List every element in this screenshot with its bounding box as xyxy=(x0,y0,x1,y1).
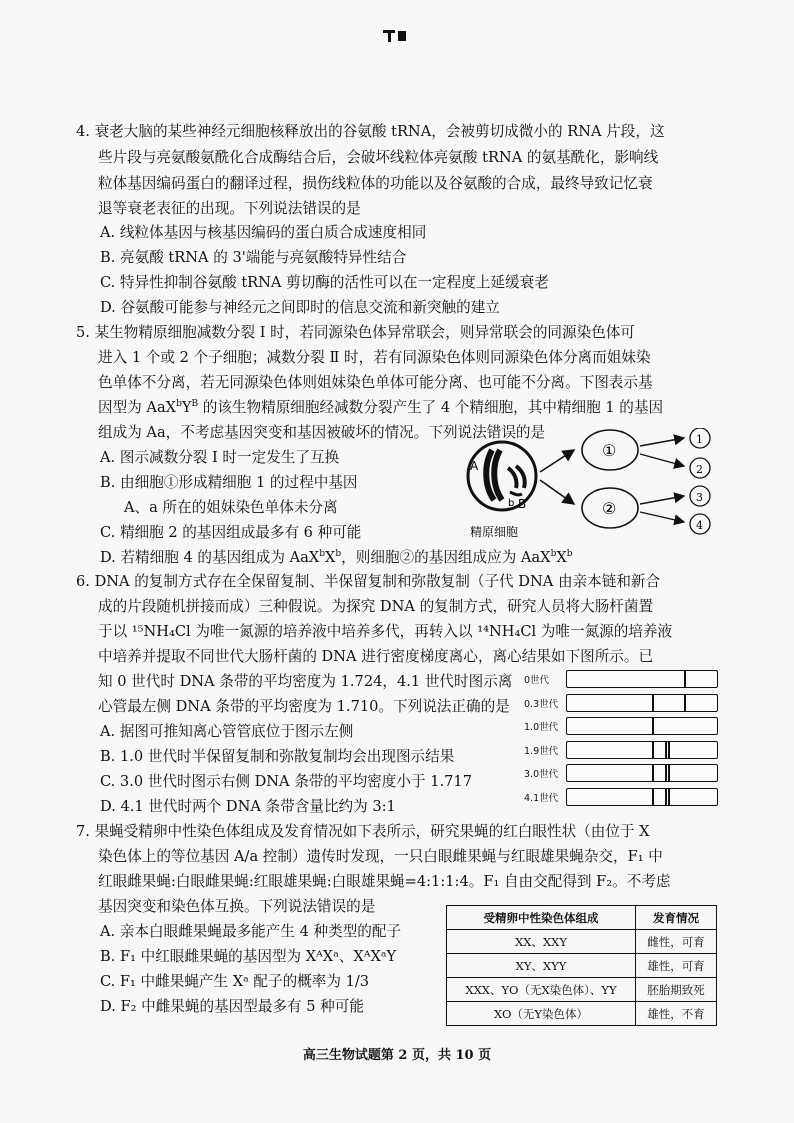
q7-line-3: 红眼雌果蝇:白眼雌果蝇:红眼雄果蝇:白眼雄果蝇=4:1:1:4。F₁ 自由交配得到 F₂。不考虑 xyxy=(98,873,671,890)
q4-option-b: B. 亮氨酸 tRNA 的 3'端能与亮氨酸特异性结合 xyxy=(100,249,407,266)
q7-option-d: D. F₂ 中雌果蝇的基因型最多有 5 种可能 xyxy=(100,998,364,1015)
cell-1-label: ① xyxy=(602,441,617,460)
page-footer: 高三生物试题第 2 页，共 10 页 xyxy=(302,1048,492,1063)
top-mark xyxy=(383,30,407,42)
table-cell: XY、XYY xyxy=(447,954,636,978)
sperm-4-label: 4 xyxy=(696,519,703,532)
generation-label: 3.0世代 xyxy=(524,769,559,780)
q7-option-a: A. 亲本白眼雌果蝇最多能产生 4 种类型的配子 xyxy=(100,923,402,940)
generation-label: 1.0世代 xyxy=(524,722,559,733)
q4-line-3: 粒体基因编码蛋白的翻译过程，损伤线粒体的功能以及谷氨酸的合成，最终导致记忆衰 xyxy=(98,175,653,192)
table-header-row xyxy=(447,906,717,930)
q6-option-d: D. 4.1 世代时两个 DNA 条带含量比约为 3:1 xyxy=(100,798,396,815)
gene-label-b-upper: B xyxy=(518,497,527,511)
dna-band xyxy=(652,742,654,758)
generation-label: 4.1世代 xyxy=(524,792,559,804)
dna-band xyxy=(652,765,654,781)
q7-line-1: 7. 果蝇受精卵中性染色体组成及发育情况如下表所示，研究果蝇的红白眼性状（由位于 X xyxy=(76,823,650,840)
cell-2-label: ② xyxy=(602,499,617,518)
q5-option-b-cont: A、a 所在的姐妹染色单体未分离 xyxy=(124,499,338,516)
table-header: 发育情况 xyxy=(636,906,717,930)
table-row xyxy=(447,954,717,978)
gradient-row xyxy=(524,764,719,782)
q5-option-c: C. 精细胞 2 的基因组成最多有 6 种可能 xyxy=(100,524,362,541)
gradient-row xyxy=(524,741,719,759)
q4-line-2: 些片段与亮氨酸氨酰化合成酶结合后，会破坏线粒体亮氨酸 tRNA 的氨基酰化，影响线 xyxy=(98,149,659,166)
sex-chromosome-table xyxy=(446,905,717,1026)
gradient-row xyxy=(524,788,719,806)
dna-band xyxy=(668,789,670,805)
generation-label: 0世代 xyxy=(524,675,550,686)
sperm-1-label: 1 xyxy=(696,433,703,446)
q4-option-a: A. 线粒体基因与核基因编码的蛋白质合成速度相同 xyxy=(100,224,427,241)
gradient-row xyxy=(524,717,719,735)
gradient-row xyxy=(524,670,719,688)
gene-label-b: b xyxy=(508,498,515,509)
dna-band xyxy=(652,789,654,805)
table-header: 受精卵中性染色体组成 xyxy=(447,906,636,930)
dna-band xyxy=(652,718,654,734)
q4-option-d: D. 谷氨酸可能参与神经元之间即时的信息交流和新突触的建立 xyxy=(100,299,500,316)
q7-line-2: 染色体上的等位基因 A/a 控制）遗传时发现，一只白眼雌果蝇与红眼雄果蝇杂交，F₁ 中 xyxy=(98,848,663,865)
q7-option-c: C. F₁ 中雌果蝇产生 Xᵃ 配子的概率为 1/3 xyxy=(100,973,370,990)
q6-option-c: C. 3.0 世代时图示右侧 DNA 条带的平均密度小于 1.717 xyxy=(100,773,472,790)
table-row xyxy=(447,978,717,1002)
dna-band xyxy=(665,742,667,758)
q5-line-2: 进入 1 个或 2 个子细胞；减数分裂 Ⅱ 时，若有同源染色体则同源染色体分离而姐妹染 xyxy=(98,349,651,366)
cell-label: 精原细胞 xyxy=(470,525,519,539)
q7-option-b: B. F₁ 中红眼雌果蝇的基因型为 XᴬXᵃ、XᴬXᵃY xyxy=(100,948,397,965)
q7-line-4: 基因突变和染色体互换。下列说法错误的是 xyxy=(98,898,376,915)
centrifuge-tube xyxy=(566,764,718,782)
dna-band xyxy=(665,765,667,781)
q6-line-2: 成的片段随机拼接而成）三种假说。为探究 DNA 的复制方式，研究人员将大肠杆菌置 xyxy=(98,598,654,615)
table-row xyxy=(447,1002,717,1026)
table-cell: XX、XXY xyxy=(447,930,636,954)
q4-line-1: 4. 衰老大脑的某些神经元细胞核释放出的谷氨酸 tRNA，会被剪切成微小的 RNA 片段，这 xyxy=(76,123,665,140)
q4-option-c: C. 特异性抑制谷氨酸 tRNA 剪切酶的活性可以在一定程度上延缓衰老 xyxy=(100,274,549,291)
q6-option-a: A. 据图可推知离心管管底位于图示左侧 xyxy=(100,723,354,740)
dna-band xyxy=(684,671,686,687)
q6-option-b: B. 1.0 世代时半保留复制和弥散复制均会出现图示结果 xyxy=(100,748,455,765)
q6-line-3: 于以 ¹⁵NH₄Cl 为唯一氮源的培养液中培养多代，再转入以 ¹⁴NH₄Cl 为唯一氮源的培养液 xyxy=(98,623,673,640)
centrifuge-tube xyxy=(566,694,718,712)
generation-label: 0.3世代 xyxy=(524,698,559,710)
generation-label: 1.9世代 xyxy=(524,745,559,757)
dna-band xyxy=(652,695,654,711)
meiosis-diagram xyxy=(462,428,717,540)
table-row xyxy=(447,930,717,954)
table-cell: XO（无Y染色体） xyxy=(447,1002,636,1026)
dna-band xyxy=(668,742,670,758)
dna-band xyxy=(668,765,670,781)
q5-line-4: 因型为 $AaX^bY^B$ 的该生物精原细胞经减数分裂产生了 4 个精细胞，其中精细胞 1 的基因 xyxy=(98,399,664,416)
q5-line-5: 组成为 Aa，不考虑基因突变和基因被破坏的情况。下列说法错误的是 xyxy=(98,424,546,441)
dna-band xyxy=(665,789,667,805)
table-cell: XXX、YO（无X染色体）、YY xyxy=(447,978,636,1002)
table-cell: 胚胎期致死 xyxy=(636,978,717,1002)
sperm-2-label: 2 xyxy=(696,463,703,476)
q6-line-5: 知 0 世代时 DNA 条带的平均密度为 1.724，4.1 世代时图示离 xyxy=(98,673,513,690)
sperm-3-label: 3 xyxy=(696,491,703,504)
q5-option-d: D. 若精细胞 4 的基因组成为 $AaX^bX^b$，则细胞②的基因组成应为 $AaX^bX^b$ xyxy=(100,549,573,566)
q5-option-b: B. 由细胞①形成精细胞 1 的过程中基因 xyxy=(100,474,358,491)
dna-band xyxy=(684,695,686,711)
gradient-row xyxy=(524,694,719,712)
table-cell: 雄性，不育 xyxy=(636,1002,717,1026)
centrifuge-tube xyxy=(566,788,718,806)
q6-line-1: 6. DNA 的复制方式存在全保留复制、半保留复制和弥散复制（子代 DNA 由亲本链和新合 xyxy=(76,573,661,590)
table-cell: 雄性，可育 xyxy=(636,954,717,978)
gene-label-a: A xyxy=(470,459,479,473)
q5-line-1: 5. 某生物精原细胞减数分裂 Ⅰ 时，若同源染色体异常联会，则异常联会的同源染色体可 xyxy=(76,324,635,341)
centrifuge-tube xyxy=(566,741,718,759)
centrifuge-tube xyxy=(566,717,718,735)
q4-line-4: 退等衰老表征的出现。下列说法错误的是 xyxy=(98,200,361,217)
q5-line-3: 色单体不分离，若无同源染色体则姐妹染色单体可能分离、也可能不分离。下图表示基 xyxy=(98,374,653,391)
table-cell: 雌性，可育 xyxy=(636,930,717,954)
centrifuge-tubes-figure xyxy=(524,670,719,810)
q5-option-a: A. 图示减数分裂 Ⅰ 时一定发生了互换 xyxy=(100,449,340,466)
centrifuge-tube xyxy=(566,670,718,688)
q6-line-6: 心管最左侧 DNA 条带的平均密度为 1.710。下列说法正确的是 xyxy=(98,698,510,715)
q6-line-4: 中培养并提取不同世代大肠杆菌的 DNA 进行密度梯度离心，离心结果如下图所示。已 xyxy=(98,648,654,665)
